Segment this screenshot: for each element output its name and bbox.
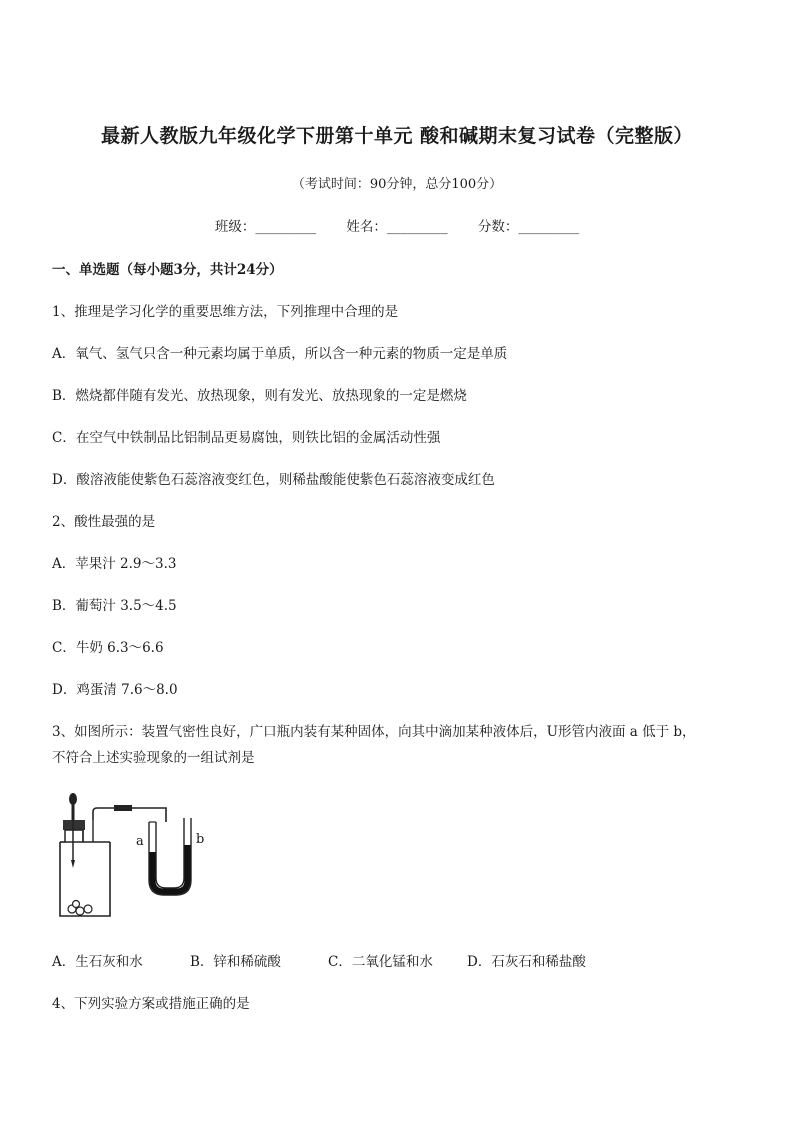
stopper-icon bbox=[63, 820, 85, 830]
name-field: 姓名：_________ bbox=[346, 219, 448, 235]
label-b: b bbox=[196, 832, 205, 847]
question-1-option-a: A．氧气、氢气只含一种元素均属于单质，所以含一种元素的物质一定是单质 bbox=[52, 346, 508, 362]
question-3-option-a: A．生石灰和水 bbox=[52, 954, 143, 970]
section-heading: 一、单选题（每小题3分，共计24分） bbox=[52, 262, 283, 278]
class-field: 班级：_________ bbox=[214, 219, 317, 235]
exam-title: 最新人教版九年级化学下册第十单元 酸和碱期末复习试卷（完整版） bbox=[100, 125, 694, 147]
question-2-option-a: A．苹果汁 2.9～3.3 bbox=[52, 556, 177, 572]
question-1-option-b: B．燃烧都伴随有发光、放热现象，则有发光、放热现象的一定是燃烧 bbox=[52, 388, 467, 404]
label-a: a bbox=[136, 834, 144, 849]
bottle-icon bbox=[60, 842, 110, 916]
question-1-stem: 1、推理是学习化学的重要思维方法，下列推理中合理的是 bbox=[52, 304, 399, 320]
question-3-stem-line2: 不符合上述实验现象的一组试剂是 bbox=[52, 750, 255, 766]
question-1-option-d: D．酸溶液能使紫色石蕊溶液变红色，则稀盐酸能使紫色石蕊溶液变成红色 bbox=[52, 472, 495, 488]
question-3-option-d: D．石灰石和稀盐酸 bbox=[467, 954, 586, 970]
exam-subtitle: （考试时间：90分钟，总分100分） bbox=[291, 177, 503, 192]
question-2-stem: 2、酸性最强的是 bbox=[52, 514, 156, 530]
question-2-option-b: B．葡萄汁 3.5～4.5 bbox=[52, 598, 177, 614]
question-2-option-c: C．牛奶 6.3～6.6 bbox=[52, 640, 164, 656]
question-3-stem-line1: 3、如图所示：装置气密性良好，广口瓶内装有某种固体，向其中滴加某种液体后，U形管内液面 a 低于 b， bbox=[52, 724, 696, 740]
question-4-stem: 4、下列实验方案或措施正确的是 bbox=[52, 996, 250, 1012]
score-field: 分数：_________ bbox=[477, 219, 580, 235]
question-3-options bbox=[52, 950, 586, 970]
apparatus-figure bbox=[48, 790, 228, 925]
question-2-option-d: D．鸡蛋清 7.6～8.0 bbox=[52, 682, 178, 698]
student-info-row bbox=[0, 215, 794, 235]
question-1-option-c: C．在空气中铁制品比铝制品更易腐蚀，则铁比铝的金属活动性强 bbox=[52, 430, 441, 446]
question-3-option-c: C．二氧化锰和水 bbox=[328, 954, 433, 970]
question-3-option-b: B．锌和稀硫酸 bbox=[190, 954, 281, 970]
